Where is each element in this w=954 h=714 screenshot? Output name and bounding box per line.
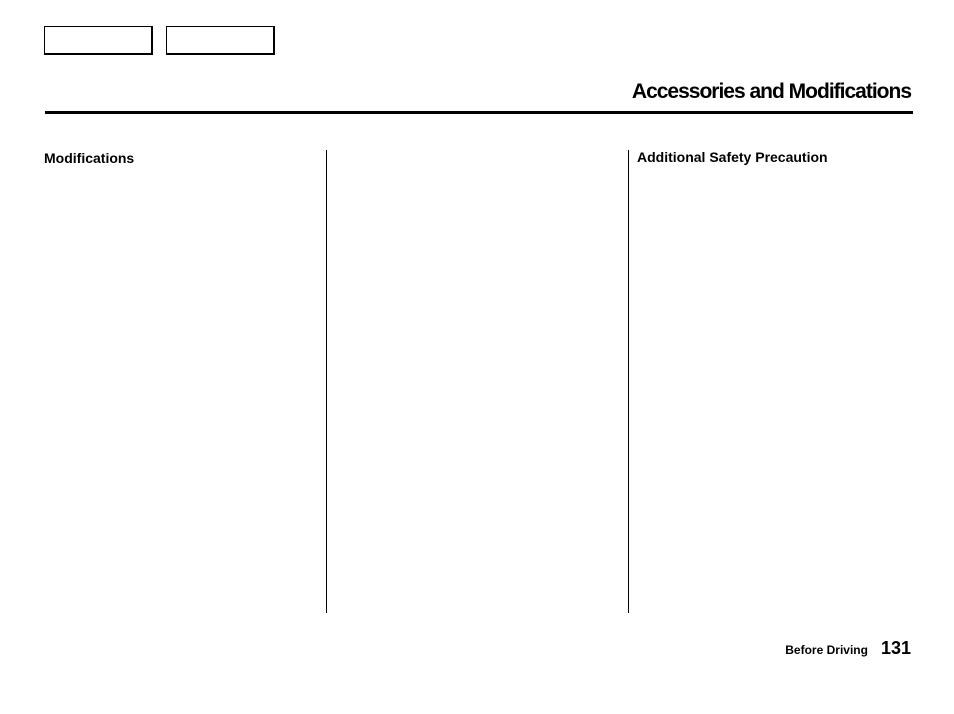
page-number: 131: [880, 638, 911, 658]
page-footer: [785, 638, 911, 659]
footer-section-label: Before Driving: [785, 643, 868, 657]
column-divider-right: [628, 150, 629, 613]
column-divider-left: [326, 150, 327, 613]
nav-tab-button-1[interactable]: [44, 26, 153, 55]
section-heading-modifications: Modifications: [44, 150, 135, 166]
section-heading-safety-precaution: Additional Safety Precaution: [637, 149, 828, 165]
title-underline-rule: [45, 111, 913, 114]
page-title: Accessories and Modifications: [631, 80, 911, 103]
nav-tab-button-2[interactable]: [166, 26, 275, 55]
